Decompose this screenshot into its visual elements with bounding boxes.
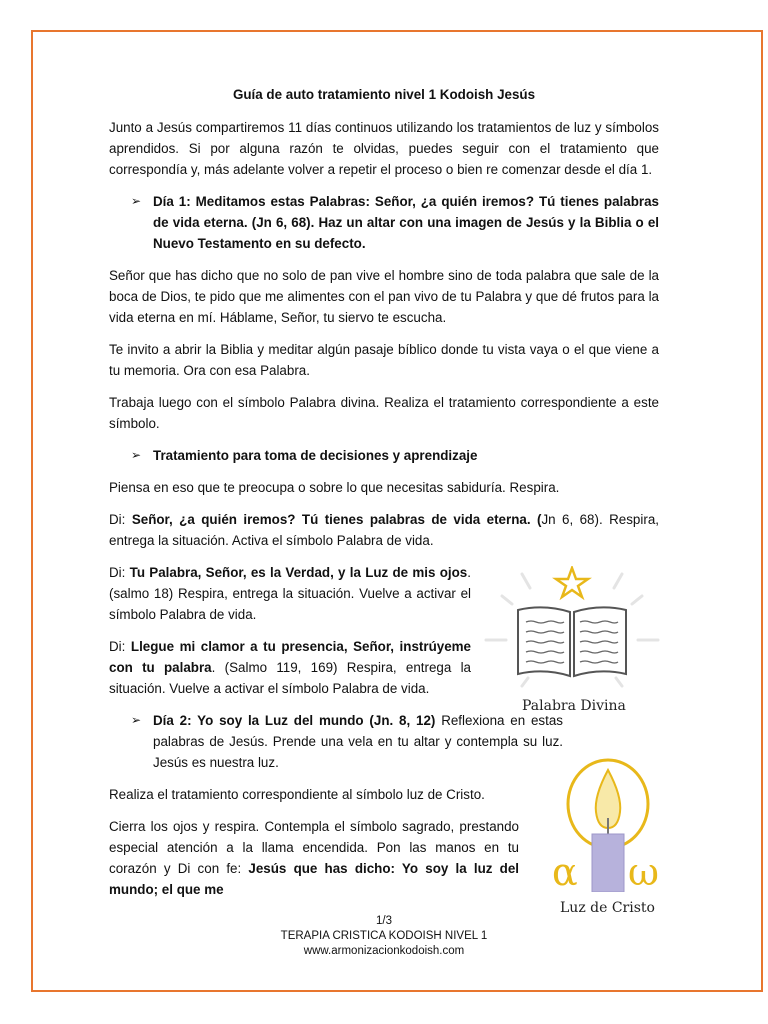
luz-paragraph: Realiza el tratamiento correspondiente al símbolo luz de Cristo. (109, 787, 485, 802)
page-number: 1/3 (376, 915, 392, 927)
cierra-bold: Jesús que has dicho: Yo soy la luz del mundo; el que me (109, 861, 519, 897)
dia1-text: Día 1: Meditamos estas Palabras: Señor, ¿a quién iremos? Tú tienes palabras de vida eterna. (Jn 6, 68). Haz un altar con una imagen de Jesús y la Biblia o el Nuevo Testamento en su defecto. (153, 194, 659, 251)
arrow-bullet-icon: ➢ (131, 448, 142, 462)
di1-paragraph (109, 509, 659, 551)
di3-prefix: Di: (109, 639, 131, 654)
bullet-dia2 (131, 710, 563, 773)
tratamiento-heading: Tratamiento para toma de decisiones y aprendizaje (153, 448, 478, 463)
palabra-divina-image (482, 566, 662, 718)
palabra-divina-caption: Palabra Divina (522, 698, 626, 714)
arrow-bullet-icon: ➢ (131, 713, 142, 727)
di2-paragraph (109, 562, 471, 625)
di3-bold: Llegue mi clamor a tu presencia, Señor, instrúyeme con tu palabra (109, 639, 471, 675)
arrow-bullet-icon: ➢ (131, 194, 142, 208)
symbol-paragraph: Trabaja luego con el símbolo Palabra divina. Realiza el tratamiento correspondiente a este símbolo. (109, 395, 659, 431)
intro-paragraph: Junto a Jesús compartiremos 11 días continuos utilizando los tratamientos de luz y símbolos aprendidos. Si por alguna razón te olvidas, puedes seguir con el tratamiento que correspondía y, más adelante volver a repetir el proceso o bien re comenzar desde el día 1. (109, 120, 659, 177)
luz-de-cristo-caption: Luz de Cristo (560, 900, 655, 916)
bullet-dia1 (131, 191, 659, 254)
invite-paragraph: Te invito a abrir la Biblia y meditar algún pasaje bíblico donde tu vista vaya o el que viene a tu memoria. Ora con esa Palabra. (109, 342, 659, 378)
bullet-tratamiento (131, 445, 659, 466)
di3-rest: . (Salmo 119, 169) Respira, entrega la situación. Vuelve a activar el símbolo Palabra de vida. (109, 660, 471, 696)
luz-de-cristo-image (548, 756, 678, 920)
di2-prefix: Di: (109, 565, 130, 580)
di3-paragraph (109, 636, 471, 699)
worry-paragraph: Piensa en eso que te preocupa o sobre lo que necesitas sabiduría. Respira. (109, 480, 560, 495)
cierra-text: Cierra los ojos y respira. Contempla el símbolo sagrado, prestando especial atención a la llama encendida. Pon las manos en tu corazón y Di con fe: (109, 819, 519, 876)
footer-url: www.armonizacionkodoish.com (303, 945, 465, 957)
page-title: Guía de auto tratamiento nivel 1 Kodoish Jesús (232, 87, 536, 102)
di1-rest: Jn 6, 68). Respira, entrega la situación. Activa el símbolo Palabra de vida. (109, 512, 659, 548)
alpha-symbol: α (552, 850, 578, 894)
cierra-paragraph (109, 816, 519, 900)
di1-bold: Señor, ¿a quién iremos? Tú tienes palabras de vida eterna. ( (131, 512, 542, 527)
footer-title: TERAPIA CRISTICA KODOISH NIVEL 1 (280, 930, 488, 942)
di2-bold: Tu Palabra, Señor, es la Verdad, y la Luz de mis ojos (129, 565, 468, 580)
dia2-rest: Reflexiona en estas palabras de Jesús. Prende una vela en tu altar y contempla su luz. Jesús es nuestra luz. (153, 713, 563, 770)
omega-symbol: ω (628, 850, 659, 894)
di2-rest: . (salmo 18) Respira, entrega la situación. Vuelve a activar el símbolo Palabra de vida. (109, 565, 471, 622)
open-bible-icon (482, 566, 662, 718)
prayer-paragraph: Señor que has dicho que no solo de pan vive el hombre sino de toda palabra que sale de la boca de Dios, te pido que me alimentes con el pan vivo de tu Palabra y que dé frutos para la vida eterna en mí. Háblame, Señor, tu siervo te escucha. (109, 268, 659, 325)
dia2-bold: Día 2: Yo soy la Luz del mundo (Jn. 8, 12) (153, 713, 436, 728)
page-footer (0, 914, 768, 959)
di1-prefix: Di: (109, 512, 132, 527)
